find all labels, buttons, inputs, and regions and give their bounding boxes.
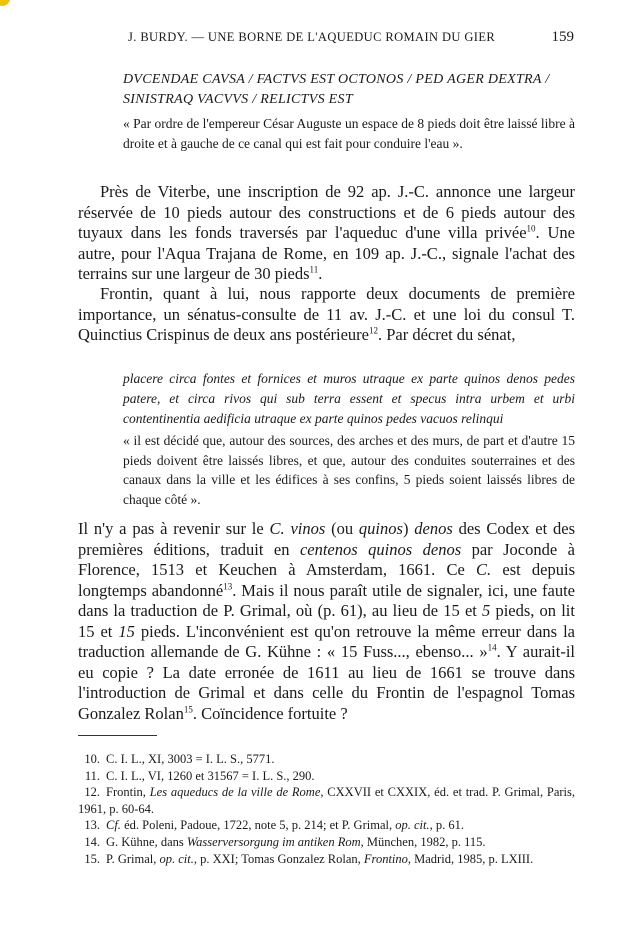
senatus-consultum-translation: « il est décidé que, autour des sources, des arches et des murs, de part et d'autre 15 pieds doivent être laissés libres, et que, autour des conduites souterraines et des canaux dans la ville et les édifices à ses confins, 5 pieds soient laissés libres de chaque côté ».: [123, 433, 575, 507]
footnote-text: , p. XXI; Tomas Gonzalez Rolan,: [193, 851, 364, 866]
footnote-15: [78, 851, 575, 868]
footnote-number: 13.: [84, 818, 100, 833]
text-run: par Joconde à Florence, 1513 et Keuchen à Amsterdam, 1661. Ce: [78, 539, 575, 579]
footnote-text: , München, 1982, p. 115.: [360, 834, 486, 849]
footnote-text: C. I. L., XI, 3003 = I. L. S., 5771.: [106, 752, 275, 766]
italic-run: 5: [482, 601, 491, 620]
text-run: des Codex et des premières éditions, traduit en: [78, 519, 575, 559]
footnote-number: 15.: [84, 851, 100, 866]
footnote-number: 14.: [84, 834, 100, 849]
text-run: . Une autre, pour l'Aqua Trajana de Rome, en 109 ap. J.-C., signale l'achat des terrains sur une largeur de 30 pieds: [78, 223, 575, 283]
text-run: . Par décret du sénat,: [378, 325, 516, 344]
text-run: . Y aurait-il eu copie ? La date erronée de 1611 au lieu de 1661 se trouve dans l'introduction de Grimal et dans celle du Frontin de l'espagnol Tomas Gonzalez Rolan: [78, 642, 576, 723]
footnote-text: G. Kühne, dans: [106, 834, 187, 849]
footnote-ref-15[interactable]: 15: [183, 704, 193, 714]
italic-run: C. vinos: [269, 519, 326, 538]
footnote-text: , CXXVII et CXXIX, éd. et trad. P. Grimal, Paris, 1961, p. 60-64.: [78, 785, 576, 816]
corner-highlight-mark: [0, 0, 10, 6]
footnote-11: [78, 768, 575, 785]
footnote-text: Frontin,: [106, 785, 150, 800]
text-run: (ou: [325, 519, 359, 538]
text-run: Il n'y a pas à revenir sur le: [78, 519, 270, 538]
latin-senatus-consultum: placere circa fontes et fornices et muros utraque ex parte quinos denos pedes patere, et circa rivos qui sub terra essent et specus intra urbem et urbi contentinentia aedificia utraque ex parte quinos pedes vacuos relinqui: [123, 371, 575, 426]
footnote-10: [78, 751, 575, 768]
inscription-line-2: SINISTRAQ VACVVS / RELICTVS EST: [123, 92, 353, 107]
footnote-separator: [78, 735, 157, 736]
running-title: J. BURDY. — UNE BORNE DE L'AQUEDUC ROMAIN DU GIER: [128, 30, 496, 44]
footnote-text: , p. 61.: [429, 818, 464, 833]
page-header: [128, 29, 574, 49]
italic-run: centenos quinos denos: [299, 539, 462, 559]
italic-run: denos: [414, 519, 453, 538]
footnote-italic: Les aqueducs de la ville de Rome: [149, 785, 321, 800]
latin-inscription: [123, 70, 563, 110]
italic-run: 15: [118, 621, 135, 641]
footnote-number: 11.: [84, 768, 100, 783]
text-run: Près de Viterbe, une inscription de 92 ap. J.-C. annonce une largeur réservée de 10 pieds autour des constructions et de 6 pieds autour des tuyaux dans les fonds traversés par l'aqueduc d'une villa privée: [78, 182, 575, 242]
footnote-text: C. I. L., VI, 1260 et 31567 = I. L. S., 290.: [106, 768, 315, 783]
footnote-number: 10.: [84, 752, 100, 766]
footnote-14: [78, 834, 575, 851]
footnote-text: P. Grimal,: [106, 851, 160, 866]
footnote-italic: Wasserversorgung im antiken Rom: [186, 834, 361, 849]
footnote-italic: op. cit.: [395, 818, 430, 833]
footnote-ref-10[interactable]: 10: [526, 223, 536, 234]
text-run: pieds. L'inconvénient est qu'on retrouve la même erreur dans la traduction allemande de G. Kühne : « 15 Fuss..., ebenso... »: [78, 621, 575, 661]
page-number: 159: [551, 29, 574, 45]
footnote-text: , Madrid, 1985, p. LXIII.: [407, 851, 534, 866]
footnote-italic: op. cit.: [159, 851, 194, 866]
italic-run: C.: [476, 560, 492, 579]
text-run: ): [402, 519, 415, 538]
text-run: est depuis longtemps abandonné: [78, 560, 575, 600]
text-run: pieds, on lit 15 et: [78, 601, 575, 641]
footnote-ref-12[interactable]: 12: [369, 325, 378, 336]
italic-run: quinos: [358, 519, 403, 538]
footnote-12: [78, 784, 575, 817]
footnote-13: [78, 817, 575, 834]
text-run: . Coïncidence fortuite ?: [192, 703, 348, 723]
footnote-ref-14[interactable]: 14: [487, 642, 497, 653]
footnote-number: 12.: [84, 785, 100, 800]
footnote-italic: Frontino: [363, 851, 408, 866]
footnote-italic: Cf.: [106, 818, 121, 833]
footnote-ref-13[interactable]: 13: [223, 581, 233, 591]
text-run: Frontin, quant à lui, nous rapporte deux documents de première importance, un sénatus-consulte de 11 av. J.-C. et une loi du consul T. Quinctius Crispinus de deux ans postérieure: [78, 284, 575, 344]
inscription-translation: « Par ordre de l'empereur César Auguste un espace de 8 pieds doit être laissé libre à droite et à gauche de ce canal qui est fait pour conduire l'eau ».: [123, 116, 575, 151]
footnotes: [78, 751, 575, 867]
text-run: . Mais il nous paraît utile de signaler, ici, une faute dans la traduction de P. Grimal, où (p. 61), au lieu de 15 et: [78, 580, 575, 620]
paragraph-codex: [78, 519, 575, 724]
inscription-line-1: DVCENDAE CAVSA / FACTVS EST OCTONOS / PED AGER DEXTRA /: [123, 72, 550, 87]
text-run: .: [318, 264, 323, 283]
paragraph-viterbe: [78, 182, 575, 285]
paragraph-frontin: [78, 284, 575, 346]
footnote-ref-11[interactable]: 11: [309, 264, 319, 275]
footnote-text: éd. Poleni, Padoue, 1722, note 5, p. 214; et P. Grimal,: [120, 818, 396, 833]
